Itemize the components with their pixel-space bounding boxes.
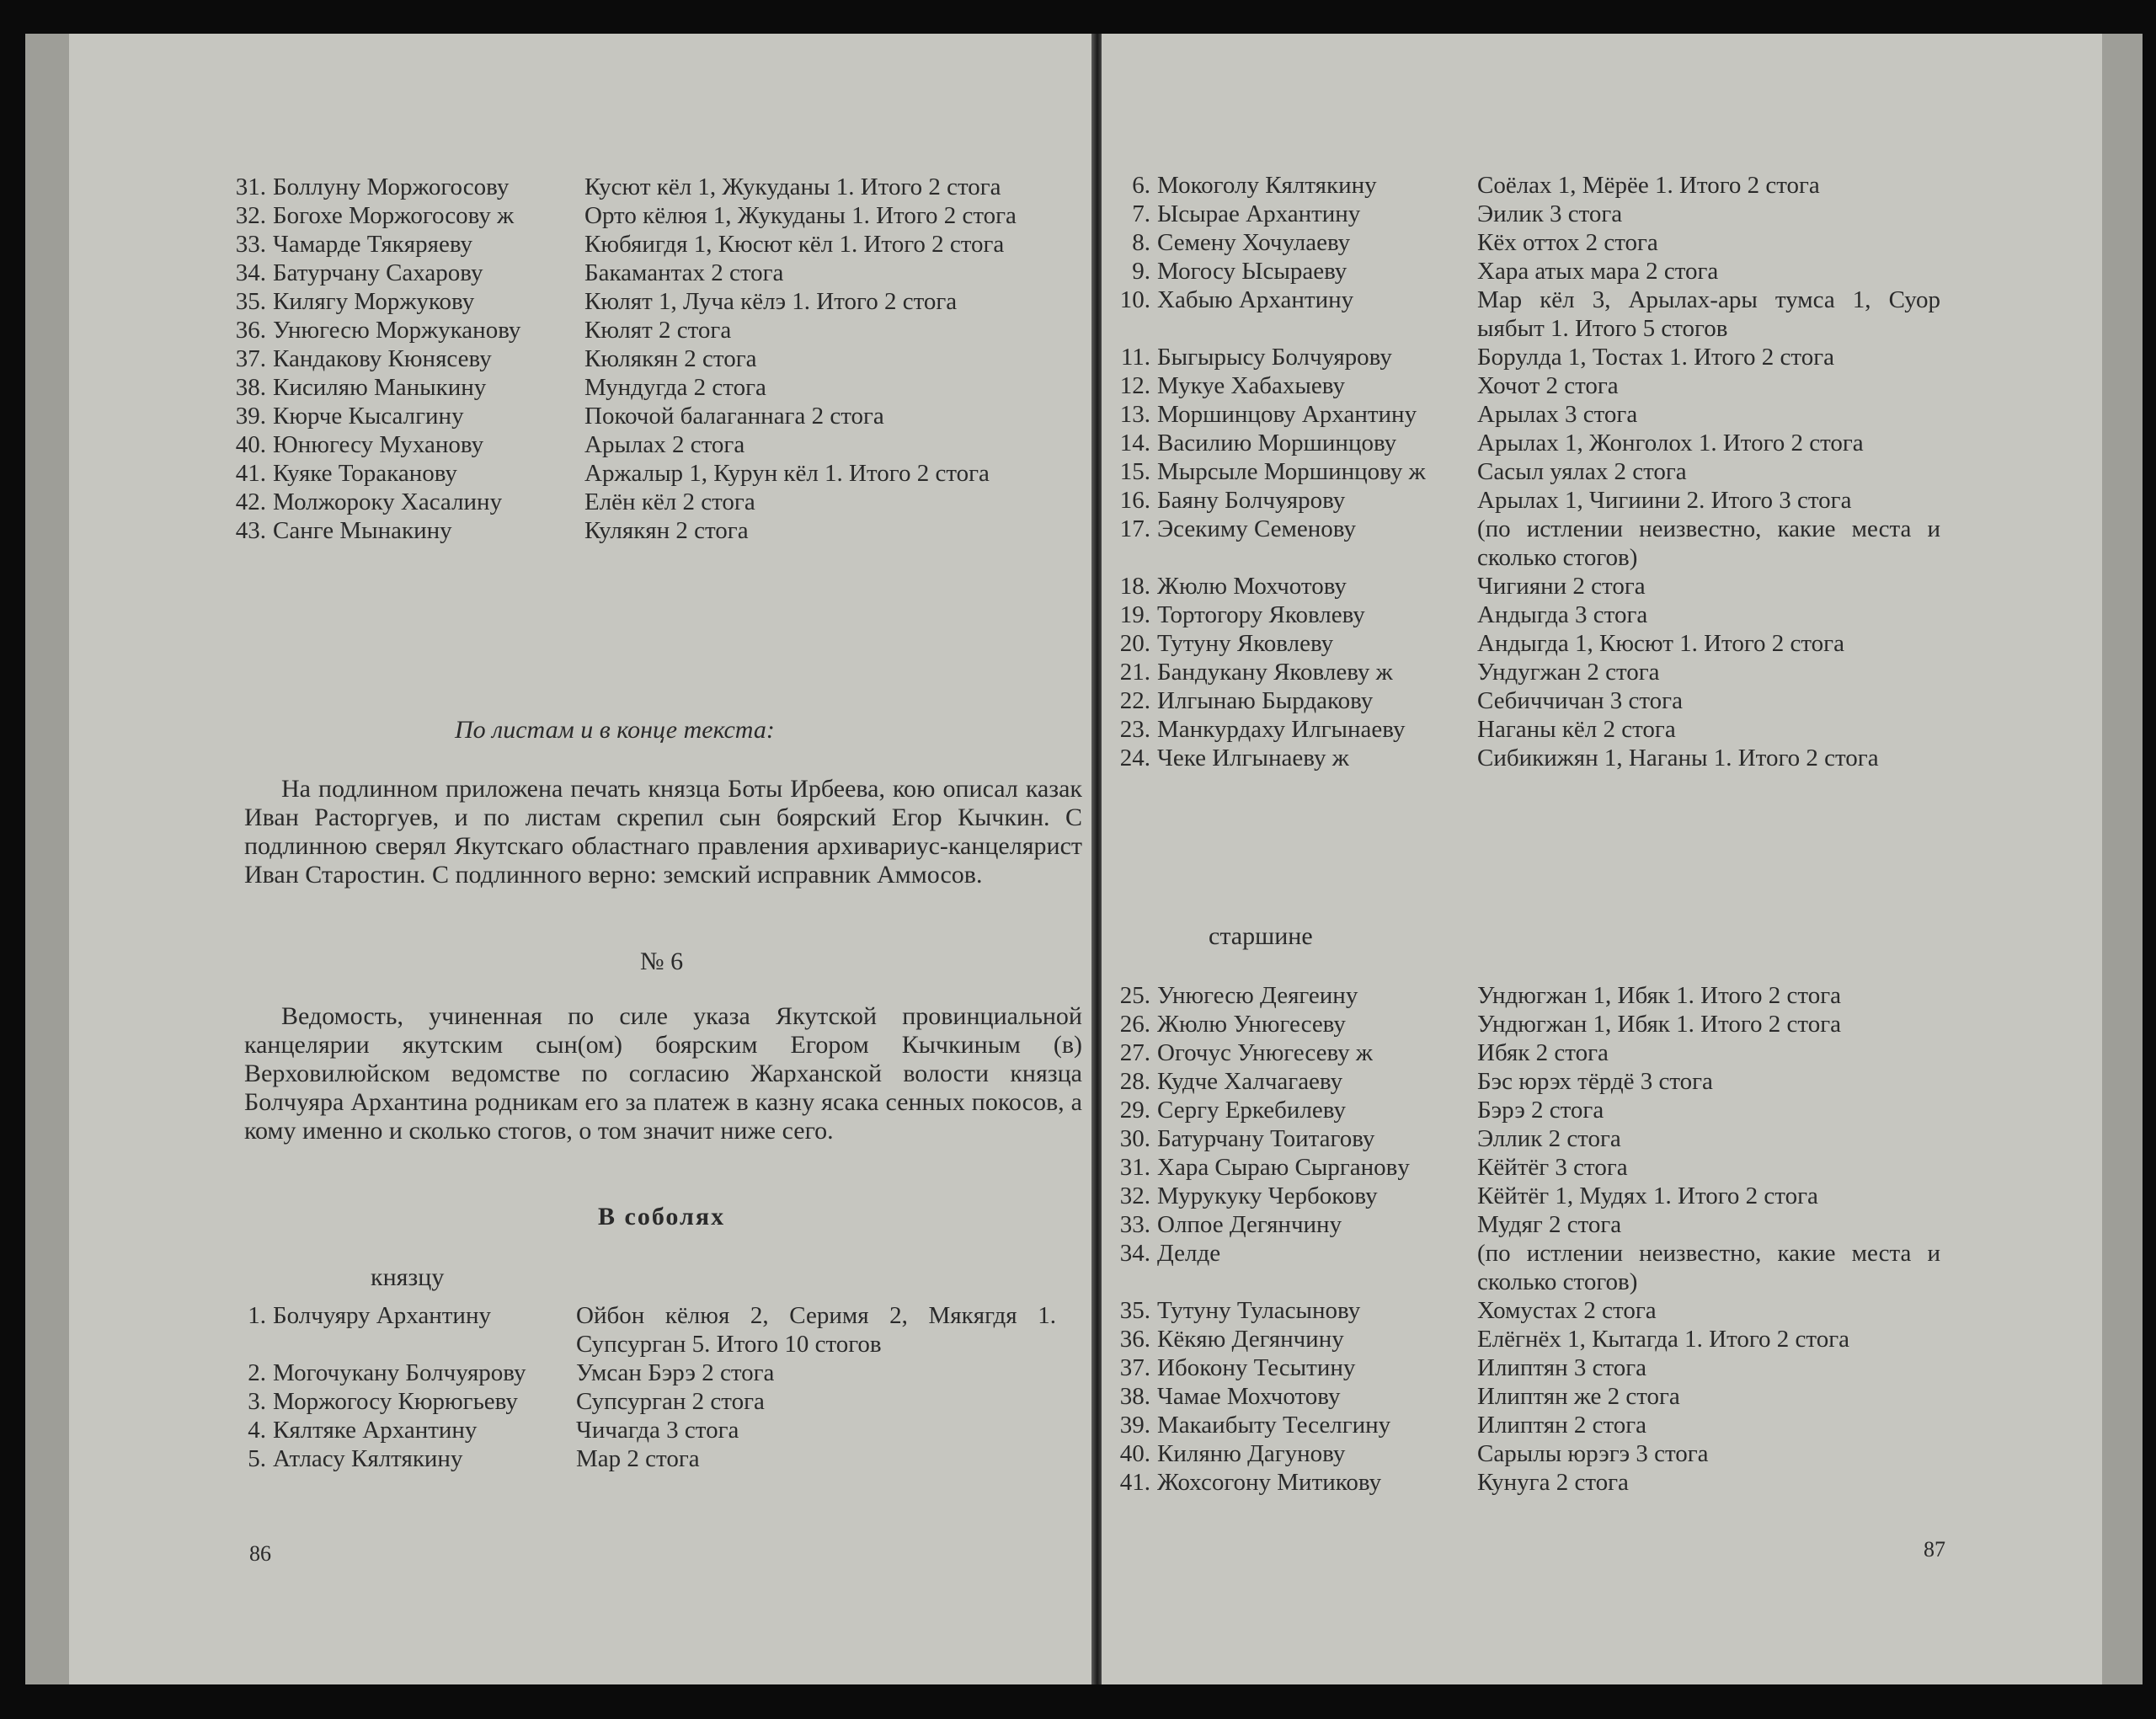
entry-name: Манкурдаху Илгынаеву xyxy=(1157,716,1406,743)
entry-number: 22. xyxy=(1119,687,1150,714)
entry-value: Мундугда 2 стога xyxy=(584,374,766,401)
table-row xyxy=(1102,1239,1952,1296)
entry-number: 35. xyxy=(1119,1297,1150,1324)
table-row xyxy=(1102,371,1952,400)
table-row xyxy=(217,459,1076,488)
table-row xyxy=(217,1301,1076,1359)
entry-name: Батурчану Тоитагову xyxy=(1157,1125,1375,1152)
entry-value: Борулда 1, Тостах 1. Итого 2 стога xyxy=(1477,344,1834,371)
entry-name: Чамае Мохчотову xyxy=(1157,1383,1341,1410)
entry-value: Кюлят 2 стога xyxy=(584,317,732,344)
page-number-left: 86 xyxy=(249,1541,271,1566)
entry-number: 31. xyxy=(1119,1154,1150,1181)
entry-value: Хара атых мара 2 стога xyxy=(1477,258,1719,285)
entry-number: 34. xyxy=(235,259,266,286)
entry-value: Кулякян 2 стога xyxy=(584,517,749,544)
table-row xyxy=(1102,457,1952,486)
entry-value: (по истлении неизвестно, какие места и сколько стогов) xyxy=(1477,515,1940,571)
table-row xyxy=(217,488,1076,516)
table-row xyxy=(1102,601,1952,629)
entry-number: 32. xyxy=(1119,1182,1150,1209)
entry-value: Кюбяигдя 1, Кюсют кёл 1. Итого 2 стога xyxy=(584,231,1005,258)
entry-name: Тутуну Туласынову xyxy=(1157,1297,1361,1324)
entry-value: Ундюгжан 1, Ибяк 1. Итого 2 стога xyxy=(1477,1011,1841,1038)
sub-heading-knyazcu: князцу xyxy=(371,1263,445,1291)
entry-value: Покочой балаганнага 2 стога xyxy=(584,403,884,430)
entry-number: 8. xyxy=(1132,229,1150,256)
entry-number: 17. xyxy=(1119,515,1150,542)
entry-value: Хочот 2 стога xyxy=(1477,372,1619,399)
entry-value: Андыгда 3 стога xyxy=(1477,601,1648,628)
entry-value: Эилик 3 стога xyxy=(1477,200,1623,227)
entry-number: 10. xyxy=(1119,286,1150,313)
table-row xyxy=(217,1387,1076,1416)
entry-value: Хомустах 2 стога xyxy=(1477,1297,1657,1324)
entry-value: Кюлякян 2 стога xyxy=(584,345,757,372)
entry-name: Куяке Тораканову xyxy=(273,460,457,487)
table-row xyxy=(1102,981,1952,1010)
table-row xyxy=(217,516,1076,545)
entry-name: Олпое Дегянчину xyxy=(1157,1211,1342,1238)
entry-value: Арылах 1, Чигиини 2. Итого 3 стога xyxy=(1477,487,1852,514)
entry-number: 21. xyxy=(1119,659,1150,686)
entry-number: 16. xyxy=(1119,487,1150,514)
table-row xyxy=(1102,1468,1952,1497)
entry-name: Богохе Моржогосову ж xyxy=(273,202,515,229)
entry-name: Тортогору Яковлеву xyxy=(1157,601,1365,628)
entry-value: Эллик 2 стога xyxy=(1477,1125,1621,1152)
table-row xyxy=(217,1359,1076,1387)
entry-number: 30. xyxy=(1119,1125,1150,1152)
left-entries-top xyxy=(217,173,1076,545)
table-row xyxy=(1102,715,1952,744)
doc-number: № 6 xyxy=(640,948,684,975)
table-row xyxy=(1102,1182,1952,1210)
table-row xyxy=(217,259,1076,287)
entry-name: Семену Хочулаеву xyxy=(1157,229,1351,256)
entry-name: Кандакову Кюнясеву xyxy=(273,345,492,372)
entry-name: Ибокону Тесытину xyxy=(1157,1354,1356,1381)
entry-number: 4. xyxy=(248,1417,266,1444)
entry-value: Сасыл уялах 2 стога xyxy=(1477,458,1687,485)
entry-number: 36. xyxy=(1119,1326,1150,1353)
entry-number: 5. xyxy=(248,1445,266,1472)
entry-value: Кусют кёл 1, Жукуданы 1. Итого 2 стога xyxy=(584,174,1001,200)
left-entries-bottom xyxy=(217,1301,1076,1473)
table-row xyxy=(217,173,1076,201)
entry-number: 43. xyxy=(235,517,266,544)
entry-number: 26. xyxy=(1119,1011,1150,1038)
entry-name: Мокоголу Кялтякину xyxy=(1157,172,1377,199)
entry-number: 23. xyxy=(1119,716,1150,743)
table-row xyxy=(217,287,1076,316)
table-row xyxy=(1102,515,1952,572)
right-entries-bottom xyxy=(1102,981,1952,1497)
entry-name: Могосу Ысыраеву xyxy=(1157,258,1348,285)
table-row xyxy=(1102,1010,1952,1038)
section-heading: В соболях xyxy=(598,1203,726,1231)
sub-heading-starshine: старшине xyxy=(1209,922,1313,950)
entry-value: Супсурган 2 стога xyxy=(576,1388,765,1415)
entry-name: Эсекиму Семенову xyxy=(1157,515,1356,542)
table-row xyxy=(217,402,1076,430)
entry-value: Ибяк 2 стога xyxy=(1477,1039,1609,1066)
table-row xyxy=(1102,228,1952,257)
entry-name: Хара Сыраю Сыргановy xyxy=(1157,1154,1410,1181)
entry-value: Бэс юрэх тёрдё 3 стога xyxy=(1477,1068,1713,1095)
entry-name: Бандукану Яковлеву ж xyxy=(1157,659,1393,686)
entry-number: 14. xyxy=(1119,430,1150,456)
entry-name: Моржогосу Кюрюгьеву xyxy=(273,1388,518,1415)
table-row xyxy=(1102,1325,1952,1353)
entry-value: Чигияни 2 стога xyxy=(1477,573,1646,600)
entry-name: Кёкяю Дегянчину xyxy=(1157,1326,1344,1353)
entry-number: 33. xyxy=(235,231,266,258)
entry-value: Илиптян 2 стога xyxy=(1477,1412,1647,1439)
entry-number: 40. xyxy=(235,431,266,458)
entry-name: Чеке Илгынаеву ж xyxy=(1157,745,1349,771)
entry-name: Молжороку Хасалину xyxy=(273,488,503,515)
table-row xyxy=(1102,1439,1952,1468)
entry-number: 34. xyxy=(1119,1240,1150,1267)
paragraph-2: Ведомость, учиненная по силе указа Якутской провинциальной канцелярии якутским сын(ом) боярским Егором Кычкиным (в) Верховилюйском ведомстве по согласию Жарханской волости князца Болчуяра Архантина родникам его за платеж в казну ясака сенных покосов, а кому именно и сколько стогов, о том значит ниже сего. xyxy=(244,1002,1082,1145)
right-entries-top xyxy=(1102,171,1952,772)
table-row xyxy=(1102,343,1952,371)
entry-name: Мукуе Хабахыеву xyxy=(1157,372,1345,399)
entry-value: Чичагда 3 стога xyxy=(576,1417,739,1444)
table-row xyxy=(217,1416,1076,1444)
entry-name: Жюлю Мохчотову xyxy=(1157,573,1347,600)
entry-name: Моршинцову Архантину xyxy=(1157,401,1417,428)
entry-name: Тутуну Яковлеву xyxy=(1157,630,1334,657)
entry-value: Бэрэ 2 стога xyxy=(1477,1097,1604,1124)
table-row xyxy=(1102,1296,1952,1325)
entry-number: 35. xyxy=(235,288,266,315)
entry-number: 2. xyxy=(248,1359,266,1386)
entry-value: Мар кёл 3, Арылах-ары тумса 1, Суор ыябыт 1. Итого 5 стогов xyxy=(1477,286,1940,342)
entry-name: Сергу Еркебилеву xyxy=(1157,1097,1346,1124)
entry-value: Илиптян же 2 стога xyxy=(1477,1383,1680,1410)
table-row xyxy=(217,230,1076,259)
entry-name: Юнюгесу Муханову xyxy=(273,431,484,458)
entry-number: 27. xyxy=(1119,1039,1150,1066)
entry-name: Болчуяру Архантину xyxy=(273,1302,491,1329)
entry-number: 42. xyxy=(235,488,266,515)
italic-heading: По листам и в конце текста: xyxy=(455,716,775,744)
entry-number: 41. xyxy=(235,460,266,487)
entry-value: Сарылы юрэгэ 3 стога xyxy=(1477,1440,1709,1467)
entry-name: Кюрче Кысалгину xyxy=(273,403,464,430)
entry-number: 25. xyxy=(1119,982,1150,1009)
entry-name: Кудче Халчагаеву xyxy=(1157,1068,1343,1095)
entry-value: (по истлении неизвестно, какие места и сколько стогов) xyxy=(1477,1240,1940,1295)
entry-number: 12. xyxy=(1119,372,1150,399)
entry-value: Арылах 2 стога xyxy=(584,431,745,458)
entry-name: Батурчану Сахарову xyxy=(273,259,483,286)
entry-number: 36. xyxy=(235,317,266,344)
entry-number: 37. xyxy=(235,345,266,372)
entry-name: Мырсыле Моршинцову ж xyxy=(1157,458,1426,485)
table-row xyxy=(1102,572,1952,601)
table-row xyxy=(1102,400,1952,429)
table-row xyxy=(1102,1124,1952,1153)
entry-value: Елён кёл 2 стога xyxy=(584,488,755,515)
entry-value: Андыгда 1, Кюсют 1. Итого 2 стога xyxy=(1477,630,1844,657)
entry-value: Кунуга 2 стога xyxy=(1477,1469,1629,1496)
entry-name: Жохсогону Митикову xyxy=(1157,1469,1382,1496)
entry-number: 3. xyxy=(248,1388,266,1415)
entry-value: Елёгнёх 1, Кытагда 1. Итого 2 стога xyxy=(1477,1326,1849,1353)
table-row xyxy=(1102,200,1952,228)
entry-name: Илгынаю Бырдакову xyxy=(1157,687,1374,714)
entry-name: Боллуну Моржогосову xyxy=(273,174,510,200)
table-row xyxy=(1102,1353,1952,1382)
entry-name: Могочукану Болчуярову xyxy=(273,1359,526,1386)
table-row xyxy=(1102,286,1952,343)
table-row xyxy=(1102,1411,1952,1439)
paragraph-1: На подлинном приложена печать князца Боты Ирбеева, кою описал казак Иван Расторгуев, и по листам скрепил сын боярский Егор Кычкин. С подлинною сверял Якутскаго областнаго правления архивариус-канцелярист Иван Старостин. С подлинного верно: земский исправник Аммосов. xyxy=(244,775,1082,889)
entry-number: 18. xyxy=(1119,573,1150,600)
table-row xyxy=(1102,658,1952,686)
entry-name: Делде xyxy=(1157,1240,1221,1267)
entry-value: Мудяг 2 стога xyxy=(1477,1211,1622,1238)
entry-value: Бакамантах 2 стога xyxy=(584,259,784,286)
entry-number: 39. xyxy=(1119,1412,1150,1439)
entry-value: Соёлах 1, Мёрёе 1. Итого 2 стога xyxy=(1477,172,1820,199)
entry-value: Ундюгжан 1, Ибяк 1. Итого 2 стога xyxy=(1477,982,1841,1009)
entry-value: Аржалыр 1, Курун кёл 1. Итого 2 стога xyxy=(584,460,990,487)
entry-name: Макаибыту Теселгину xyxy=(1157,1412,1391,1439)
entry-value: Орто кёлюя 1, Жукуданы 1. Итого 2 стога xyxy=(584,202,1017,229)
entry-value: Сибикижян 1, Наганы 1. Итого 2 стога xyxy=(1477,745,1879,771)
entry-number: 29. xyxy=(1119,1097,1150,1124)
entry-number: 6. xyxy=(1132,172,1150,199)
entry-name: Атласу Кялтякину xyxy=(273,1445,463,1472)
entry-name: Килягу Моржукову xyxy=(273,288,475,315)
entry-name: Мурукуку Чербокову xyxy=(1157,1182,1378,1209)
entry-number: 38. xyxy=(235,374,266,401)
entry-name: Кисиляю Маныкину xyxy=(273,374,487,401)
entry-number: 11. xyxy=(1120,344,1150,371)
entry-number: 20. xyxy=(1119,630,1150,657)
entry-value: Арылах 3 стога xyxy=(1477,401,1638,428)
entry-value: Кёйтёг 3 стога xyxy=(1477,1154,1628,1181)
table-row xyxy=(1102,1210,1952,1239)
entry-number: 24. xyxy=(1119,745,1150,771)
table-row xyxy=(217,1444,1076,1473)
entry-number: 39. xyxy=(235,403,266,430)
entry-number: 38. xyxy=(1119,1383,1150,1410)
entry-number: 15. xyxy=(1119,458,1150,485)
table-row xyxy=(217,430,1076,459)
table-row xyxy=(1102,171,1952,200)
entry-number: 31. xyxy=(235,174,266,200)
entry-value: Ундугжан 2 стога xyxy=(1477,659,1660,686)
table-row xyxy=(1102,1382,1952,1411)
table-row xyxy=(1102,744,1952,772)
entry-number: 9. xyxy=(1132,258,1150,285)
entry-number: 37. xyxy=(1119,1354,1150,1381)
entry-name: Кялтяке Архантину xyxy=(273,1417,478,1444)
entry-value: Умсан Бэрэ 2 стога xyxy=(576,1359,775,1386)
entry-name: Быгырысу Болчуярову xyxy=(1157,344,1392,371)
entry-value: Кёх оттох 2 стога xyxy=(1477,229,1658,256)
entry-name: Огочус Унюгесеву ж xyxy=(1157,1039,1373,1066)
entry-number: 7. xyxy=(1132,200,1150,227)
table-row xyxy=(1102,1067,1952,1096)
entry-value: Наганы кёл 2 стога xyxy=(1477,716,1676,743)
table-row xyxy=(1102,1096,1952,1124)
table-row xyxy=(1102,429,1952,457)
entry-value: Себиччичан 3 стога xyxy=(1477,687,1683,714)
entry-value: Кюлят 1, Луча кёлэ 1. Итого 2 стога xyxy=(584,288,958,315)
entry-name: Унюгесю Деягеину xyxy=(1157,982,1358,1009)
entry-name: Хабыю Архантину xyxy=(1157,286,1354,313)
table-row xyxy=(1102,1153,1952,1182)
entry-number: 28. xyxy=(1119,1068,1150,1095)
table-row xyxy=(1102,486,1952,515)
table-row xyxy=(1102,257,1952,286)
entry-number: 33. xyxy=(1119,1211,1150,1238)
entry-number: 32. xyxy=(235,202,266,229)
table-row xyxy=(1102,629,1952,658)
entry-name: Санге Мынакину xyxy=(273,517,452,544)
entry-name: Ысырае Архантину xyxy=(1157,200,1361,227)
table-row xyxy=(1102,686,1952,715)
entry-value: Кёйтёг 1, Мудях 1. Итого 2 стога xyxy=(1477,1182,1818,1209)
entry-number: 40. xyxy=(1119,1440,1150,1467)
entry-value: Арылах 1, Жонголох 1. Итого 2 стога xyxy=(1477,430,1864,456)
entry-value: Ойбон кёлюя 2, Серимя 2, Мякягдя 1. Супсурган 5. Итого 10 стогов xyxy=(576,1302,1056,1358)
entry-name: Жюлю Унюгесеву xyxy=(1157,1011,1346,1038)
entry-value: Мар 2 стога xyxy=(576,1445,700,1472)
table-row xyxy=(1102,1038,1952,1067)
entry-value: Илиптян 3 стога xyxy=(1477,1354,1647,1381)
entry-name: Киляню Дагунову xyxy=(1157,1440,1346,1467)
entry-number: 13. xyxy=(1119,401,1150,428)
page-number-right: 87 xyxy=(1924,1537,1945,1562)
table-row xyxy=(217,316,1076,344)
entry-name: Чамарде Тякяряеву xyxy=(273,231,473,258)
entry-number: 41. xyxy=(1119,1469,1150,1496)
entry-name: Унюгесю Моржуканову xyxy=(273,317,521,344)
entry-number: 1. xyxy=(248,1302,266,1329)
table-row xyxy=(217,201,1076,230)
table-row xyxy=(217,344,1076,373)
table-row xyxy=(217,373,1076,402)
entry-number: 19. xyxy=(1119,601,1150,628)
entry-name: Василию Моршинцову xyxy=(1157,430,1397,456)
entry-name: Баяну Болчуярову xyxy=(1157,487,1346,514)
